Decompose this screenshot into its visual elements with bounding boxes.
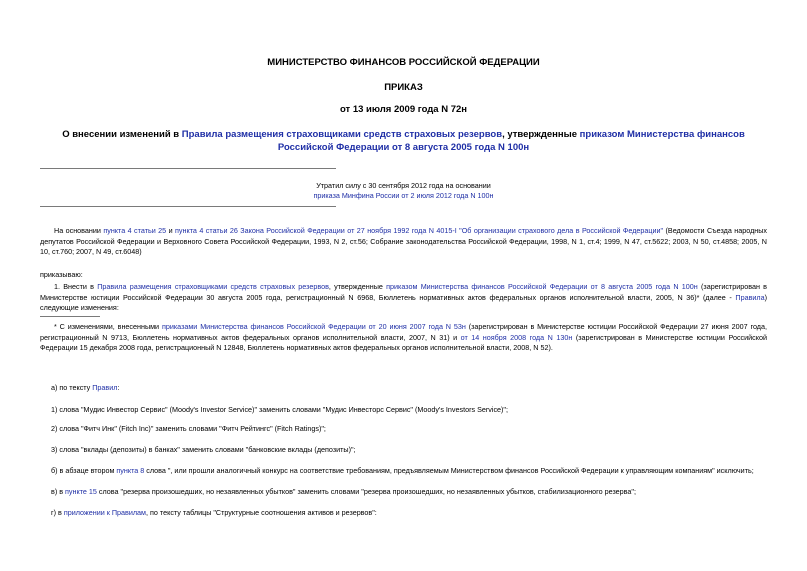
item-b bbox=[51, 466, 767, 476]
doc-type-heading: ПРИКАЗ bbox=[384, 82, 423, 93]
document-title bbox=[40, 128, 767, 154]
item-b-text-1: б) в абзаце втором bbox=[51, 466, 117, 475]
item-g-text-1: г) в bbox=[51, 508, 64, 517]
footnote-text-3: (зарегистрирован в Министерстве юстиции Российской Федерации 15 декабря 2008 года, регистрационный N 12848, Бюллетень нормативных актов федеральных органов исполнительной власти, 2008, N 52). bbox=[40, 332, 767, 352]
point1-text-1: 1. Внести в bbox=[54, 282, 98, 291]
point1-text-4: ) следующие изменения: bbox=[40, 292, 767, 312]
item-v-link[interactable]: пункте 15 bbox=[65, 487, 97, 496]
item-a1: 1) слова "Мудис Инвестор Сервис" (Moody's Investor Service)" заменить словами "Мудис Инвесторс Сервис" (Moody's Investors Service)"; bbox=[51, 405, 508, 414]
item-a3: 3) слова "вклады (депозиты) в банках" заменить словами "банковские вклады (депозиты)"; bbox=[51, 445, 356, 454]
date-number-heading: от 13 июля 2009 года N 72н bbox=[339, 104, 468, 115]
item-a-end: : bbox=[117, 383, 120, 392]
preamble-text-3: (Ведомости Съезда народных депутатов Российской Федерации и Верховного Совета Российской Федерации, 1993, N 2, ст.56; Собрание законодательства Российской Федерации, 1998, N 1, ст.4; 1999, N 47, ст.5622; 2003, N 50, ст.4858; 2005, N 10, ст.760; 2007, N 49, ст.6048) bbox=[40, 226, 767, 256]
item-g-link[interactable]: приложении к Правилам bbox=[63, 508, 146, 517]
item-g bbox=[51, 508, 767, 518]
point1-link-pravila[interactable]: Правила bbox=[735, 292, 765, 302]
footnote-paragraph bbox=[40, 322, 767, 354]
item-b-link[interactable]: пункта 8 bbox=[116, 466, 145, 475]
point1-text-3: (зарегистрирован в Министерстве юстиции Российской Федерации 30 августа 2005 года, регистрационный N 6968, Бюллетень нормативных актов федеральных органов исполнительной власти, 2005, N 36)* (далее - bbox=[40, 282, 768, 302]
preamble-paragraph bbox=[40, 226, 767, 258]
status-link[interactable]: приказа Минфина России от 2 июля 2012 года N 100н bbox=[313, 191, 494, 200]
ministry-heading: МИНИСТЕРСТВО ФИНАНСОВ РОССИЙСКОЙ ФЕДЕРАЦИИ bbox=[267, 57, 540, 68]
preamble-text-1: На основании bbox=[54, 226, 104, 235]
status-line: Утратил силу с 30 сентября 2012 года на основании bbox=[316, 181, 491, 190]
item-v bbox=[51, 487, 767, 497]
title-link-rules[interactable]: Правила размещения страховщиками средств страховых резервов bbox=[181, 129, 503, 140]
divider-top bbox=[40, 168, 336, 169]
title-prefix: О внесении изменений в bbox=[62, 129, 182, 140]
status-note bbox=[0, 181, 807, 201]
item-a-text: а) по тексту bbox=[51, 383, 93, 392]
item-a-link[interactable]: Правил bbox=[92, 383, 118, 392]
item-v-text-2: слова "резерва произошедших, но незаявленных убытков" заменить словами "резерва произошедших, но незаявленных убытков, стабилизационного резерва"; bbox=[96, 487, 636, 496]
footnote-text-2: (зарегистрирован в Министерстве юстиции Российской Федерации 27 июня 2007 года, регистрационный N 9713, Бюллетень нормативных актов федеральных органов исполнительной власти, 2007, N 31) и bbox=[40, 322, 767, 342]
point1-link-order[interactable]: приказом Министерства финансов Российской Федерации от 8 августа 2005 года N 100н bbox=[386, 282, 698, 291]
footnote-link-orders[interactable]: приказами Министерства финансов Российской Федерации от 20 июня 2007 года N 53н bbox=[161, 322, 466, 331]
footnote-link-2008[interactable]: от 14 ноября 2008 года N 130н bbox=[460, 332, 573, 342]
title-middle: , утвержденные bbox=[502, 129, 580, 140]
order-word: приказываю: bbox=[40, 270, 83, 279]
point1-text-2: , утвержденные bbox=[328, 282, 387, 291]
footnote-divider bbox=[40, 316, 100, 317]
footnote-text-1: * С изменениями, внесенными bbox=[54, 322, 162, 331]
divider-bottom bbox=[40, 206, 336, 207]
title-link-order[interactable]: приказом Министерства финансов Российской Федерации от 8 августа 2005 года N 100н bbox=[277, 129, 745, 153]
preamble-link-art25[interactable]: пункта 4 статьи 25 bbox=[103, 226, 167, 235]
item-b-text-2: слова ", или прошли аналогичный конкурс на соответствие требованиям, предъявляемым Министерством финансов Российской Федерации к управляющим компаниям" исключить; bbox=[144, 466, 754, 475]
point-1-paragraph bbox=[40, 282, 767, 314]
preamble-link-law[interactable]: пункта 4 статьи 26 Закона Российской Федерации от 27 ноября 1992 года N 4015-I "Об организации страхового дела в Российской Федерации" bbox=[175, 226, 664, 235]
item-a bbox=[51, 383, 767, 393]
item-v-text-1: в) в bbox=[51, 487, 66, 496]
point1-link-rules[interactable]: Правила размещения страховщиками средств страховых резервов bbox=[97, 282, 329, 291]
item-a2: 2) слова "Фитч Инк" (Fitch Inc)" заменить словами "Фитч Рейтингс" (Fitch Ratings)"; bbox=[51, 424, 326, 433]
item-g-text-2: , по тексту таблицы "Структурные соотношения активов и резервов": bbox=[146, 508, 377, 517]
preamble-text-2: и bbox=[166, 226, 176, 235]
